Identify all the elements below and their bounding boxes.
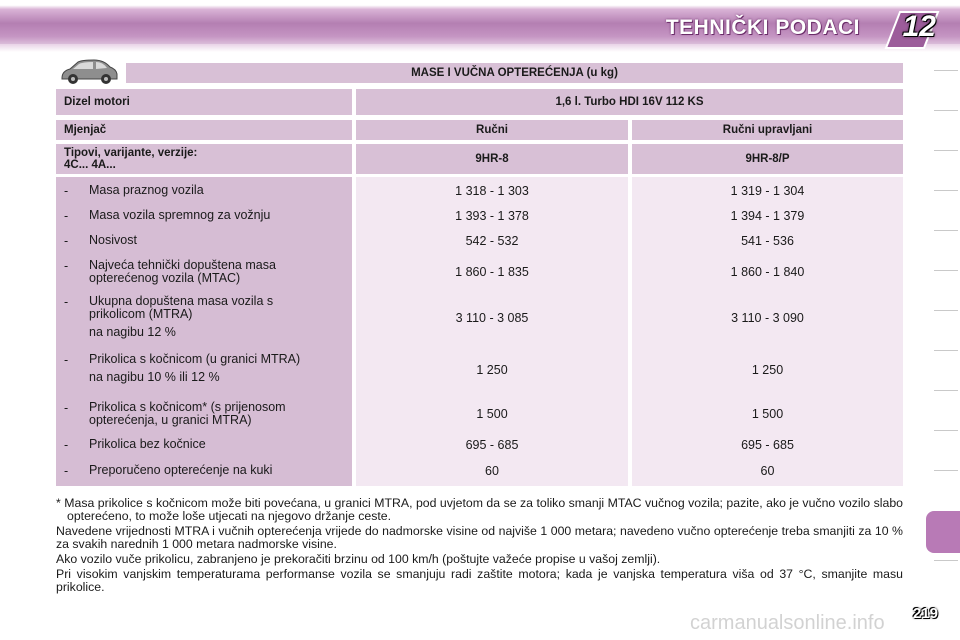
types-row — [56, 144, 903, 174]
row-label: Prikolica s kočnicom (u granici MTRA) — [89, 352, 301, 366]
types-label-line2: 4C... 4A... — [64, 159, 116, 171]
row-value-manual: 3 110 - 3 085 — [455, 311, 529, 325]
row-label: Nosivost — [89, 233, 137, 247]
watermark: carmanualsonline.info — [690, 612, 885, 634]
tab-divider — [934, 390, 958, 391]
page-title: TEHNIČKI PODACI — [665, 16, 860, 39]
tab-divider — [934, 230, 958, 231]
row-label: Prikolica s kočnicom* (s prijenosom — [89, 400, 286, 414]
row-value-automated: 1 500 — [751, 407, 784, 421]
tab-divider — [934, 70, 958, 71]
gearbox-row — [56, 120, 903, 140]
note-paragraph: Navedene vrijednosti MTRA i vučnih opterećenja vrijede do nadmorske visine od najviše 1 000 metara; navedeno vučno opterećenje treba smanjiti za 10 % za svakih narednih 1 000 metara nadmorske visine. — [56, 524, 903, 551]
notes-section — [56, 497, 903, 596]
row-value-manual: 1 318 - 1 303 — [455, 184, 529, 198]
table-title: MASE I VUČNA OPTEREĆENJA (u kg) — [126, 63, 903, 83]
row-label: Masa praznog vozila — [89, 183, 204, 197]
row-value-automated: 695 - 685 — [741, 438, 794, 452]
tab-divider — [934, 470, 958, 471]
row-value-manual: 60 — [485, 464, 499, 478]
footnote: * Masa prikolice s kočnicom može biti povećana, u granici MTRA, pod uvjetom da se za toliko smanji MTAC vučnog vozila; pazite, ako je vučno vozilo slabo opterećeno, to može loše utjecati na njegovo držanje ceste. — [56, 496, 903, 523]
car-icon — [58, 58, 120, 86]
row-label: opterećenja, u granici MTRA) — [89, 413, 252, 427]
page-number: 219 — [912, 605, 938, 622]
engine-row — [56, 89, 903, 115]
tab-divider — [934, 270, 958, 271]
engine-label: Dizel motori — [56, 89, 352, 115]
row-value-automated: 60 — [760, 464, 775, 478]
tab-divider — [934, 430, 958, 431]
engine-value: 1,6 l. Turbo HDI 16V 112 KS — [356, 89, 903, 115]
tab-divider — [934, 150, 958, 151]
row-sublabel: na nagibu 12 % — [89, 325, 176, 339]
note-paragraph: Ako vozilo vuče prikolicu, zabranjeno je prekoračiti brzinu od 100 km/h (poštujte važeće propise u vašoj zemlji). — [56, 552, 661, 566]
row-sublabel: na nagibu 10 % ili 12 % — [89, 370, 220, 384]
row-value-automated: 3 110 - 3 090 — [731, 311, 804, 325]
row-label: opterećenog vozila (MTAC) — [89, 271, 241, 285]
row-value-automated: 1 860 - 1 840 — [730, 265, 805, 279]
row-label: Preporučeno opterećenje na kuki — [89, 463, 273, 477]
row-value-automated: 1 250 — [751, 363, 784, 377]
row-label: Ukupna dopuštena masa vozila s — [89, 294, 274, 308]
gearbox-label: Mjenjač — [56, 120, 352, 140]
tab-divider — [934, 560, 958, 561]
tab-divider — [934, 110, 958, 111]
type-value-2: 9HR-8/P — [632, 144, 903, 174]
row-value-manual: 1 500 — [476, 407, 508, 421]
row-value-automated: 1 394 - 1 379 — [730, 209, 805, 223]
row-value-automated: 541 - 536 — [741, 234, 794, 248]
row-label: prikolicom (MTRA) — [89, 307, 193, 321]
row-value-automated: 1 319 - 1 304 — [730, 184, 805, 198]
types-label-line1: Tipovi, varijante, verzije: — [64, 147, 198, 159]
note-paragraph: Pri visokim vanjskim temperaturama performanse vozila se smanjuju radi zaštite motora; kada je vanjska temperatura viša od 37 °C, smanjite masu prikolice. — [56, 567, 903, 594]
chapter-number: 12 — [902, 10, 936, 43]
gearbox-automated: Ručni upravljani — [632, 120, 903, 140]
gearbox-manual: Ručni — [356, 120, 628, 140]
tab-divider — [934, 310, 958, 311]
type-value-1: 9HR-8 — [356, 144, 628, 174]
types-label — [56, 144, 352, 174]
tab-divider — [934, 350, 958, 351]
row-value-manual: 1 860 - 1 835 — [455, 265, 529, 279]
row-label: Najveća tehnički dopuštena masa — [89, 258, 276, 272]
row-value-manual: 542 - 532 — [465, 234, 519, 248]
row-value-manual: 1 393 - 1 378 — [455, 209, 529, 223]
row-label: Masa vozila spremnog za vožnju — [89, 208, 271, 222]
chapter-tab-active[interactable] — [926, 511, 960, 553]
row-value-manual: 695 - 685 — [465, 438, 519, 452]
row-label: Prikolica bez kočnice — [89, 437, 206, 451]
row-value-manual: 1 250 — [476, 363, 508, 377]
chapter-tab-strip — [928, 70, 960, 570]
tab-divider — [934, 190, 958, 191]
